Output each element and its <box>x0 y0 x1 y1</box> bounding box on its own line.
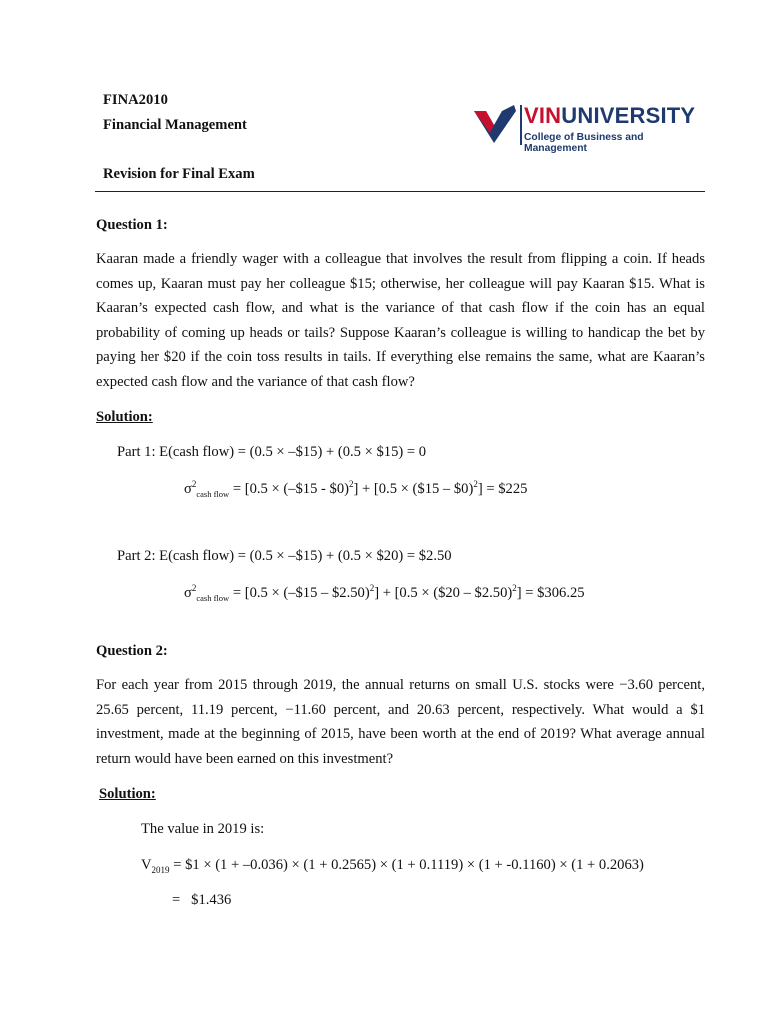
document-title: Revision for Final Exam <box>103 166 255 182</box>
sigma-symbol: σ <box>184 584 192 601</box>
course-code: FINA2010 <box>103 92 168 108</box>
logo-wordmark <box>524 103 695 129</box>
q1-part2-variance: $\sigma^2_{cash flow} = [0.5$ × (–$15 – $2.50)$^2$] + [0.5 × ($20 – $2.50)$^2$] = $306.25 <box>184 583 585 603</box>
sigma-symbol: σ <box>184 480 192 497</box>
header-divider <box>95 191 705 192</box>
q2-result: = $1.436 <box>172 892 232 908</box>
logo-vin: VIN <box>524 103 562 128</box>
question-1-heading: Question 1: <box>96 217 168 233</box>
question-2-text: For each year from 2015 through 2019, the annual returns on small U.S. stocks were −3.60 percent, 25.65 percent, 11.19 percent, −11.60 percent, and 20.63 percent, respectively. What would a $1 investment, made at the beginning of 2015, have been worth at the end of 2019? What average annual return would have been earned on this investment? <box>96 677 705 767</box>
question-2-heading: Question 2: <box>96 643 168 659</box>
logo-university: UNIVERSITY <box>561 103 696 128</box>
q1-part1-variance: $\sigma^2_{cash flow} = [0.5$ × (–$15 - $0)$^2$] + [0.5 × ($15 – $0)$^2$] = $225 <box>184 479 528 499</box>
vinuniversity-logo <box>472 103 696 154</box>
question-1-solution-label: Solution: <box>96 409 153 425</box>
q2-value-intro: The value in 2019 is: <box>141 821 265 837</box>
q1-part2-expected: Part 2: E(cash flow) = (0.5 × –$15) + (0.5 × $20) = $2.50 <box>117 548 452 564</box>
vinuniversity-emblem-icon <box>472 103 518 147</box>
q1-part1-expected: Part 1: E(cash flow) = (0.5 × –$15) + (0.5 × $15) = 0 <box>117 444 427 460</box>
question-2-solution-label: Solution: <box>99 786 156 802</box>
logo-subtitle: College of Business and Management <box>524 132 644 154</box>
logo-divider <box>520 105 522 145</box>
question-1-text: Kaaran made a friendly wager with a colleague that involves the result from flipping a coin. If heads comes up, Kaaran must pay her colleague $15; otherwise, her colleague will pay Kaaran $15. What is Kaaran’s expected cash flow, and what is the variance of that cash flow if the coin has an equal probability of coming up heads or tails? Suppose Kaaran’s colleague is willing to handicap the bet by paying her $20 if the coin toss results in tails. If everything else remains the same, what are Kaaran’s expected cash flow and the variance of that cash flow? <box>96 251 705 390</box>
course-name: Financial Management <box>103 117 247 133</box>
q2-value-formula: $V_{2019}$ = $1 × (1 + –0.036) × (1 + 0.2565) × (1 + 0.1119) × (1 + -0.1160) × (1 + 0.2063) <box>141 857 644 875</box>
